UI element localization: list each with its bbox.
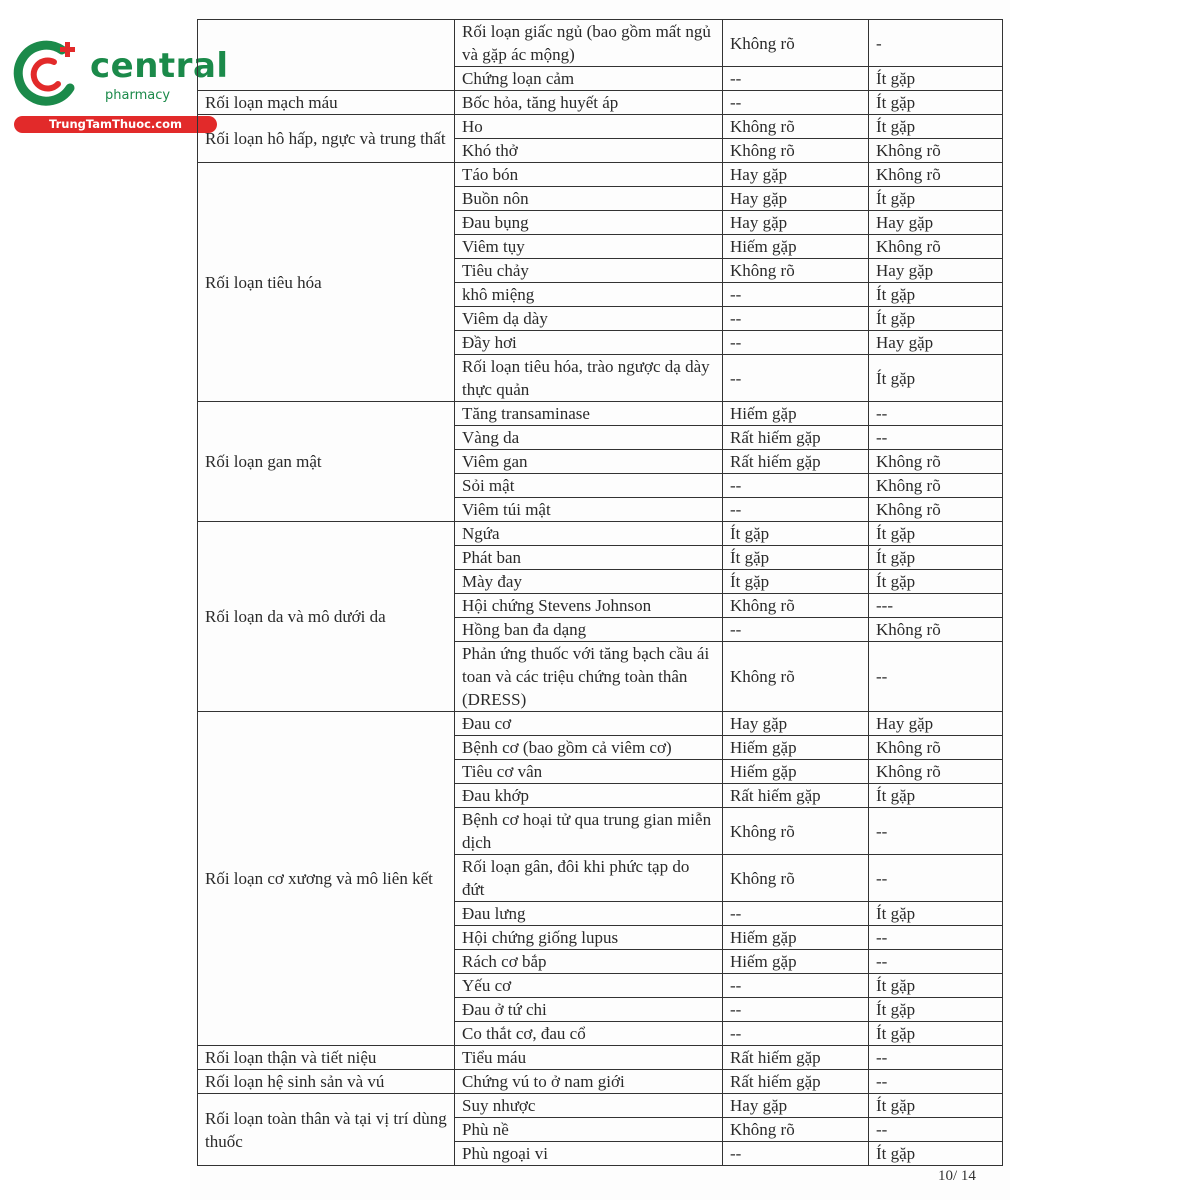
table-row [198,522,1003,546]
frequency-cell-b: Không rõ [869,474,1003,498]
frequency-cell-a: Hiếm gặp [723,760,869,784]
reaction-cell: Tiêu chảy [455,259,723,283]
frequency-cell-a: Không rõ [723,259,869,283]
frequency-cell-a: Không rõ [723,808,869,855]
frequency-cell-b: Ít gặp [869,355,1003,402]
frequency-cell-b: Ít gặp [869,1094,1003,1118]
reaction-cell: Rối loạn tiêu hóa, trào ngược dạ dày thực quản [455,355,723,402]
frequency-cell-b: Không rõ [869,498,1003,522]
frequency-cell-a: -- [723,902,869,926]
frequency-cell-a: Rất hiếm gặp [723,426,869,450]
frequency-cell-b: Không rõ [869,163,1003,187]
frequency-cell-b: Ít gặp [869,998,1003,1022]
reaction-cell: Chứng loạn cảm [455,67,723,91]
frequency-cell-a: -- [723,618,869,642]
reaction-cell: Vàng da [455,426,723,450]
reaction-cell: Suy nhược [455,1094,723,1118]
logo-mark-icon [10,36,88,114]
frequency-cell-b: Ít gặp [869,902,1003,926]
frequency-cell-b: Ít gặp [869,115,1003,139]
organ-system-cell: Rối loạn tiêu hóa [198,163,455,402]
frequency-cell-a: -- [723,1142,869,1166]
logo-subtitle: pharmacy [105,88,171,103]
frequency-cell-b: Ít gặp [869,67,1003,91]
reaction-cell: Tiểu máu [455,1046,723,1070]
reaction-cell: khô miệng [455,283,723,307]
table-row [198,20,1003,67]
frequency-cell-b: -- [869,1118,1003,1142]
organ-system-cell: Rối loạn thận và tiết niệu [198,1046,455,1070]
frequency-cell-a: Hay gặp [723,163,869,187]
reaction-cell: Táo bón [455,163,723,187]
table-row [198,402,1003,426]
frequency-cell-a: Không rõ [723,594,869,618]
frequency-cell-a: Không rõ [723,642,869,712]
reaction-cell: Đau ở tứ chi [455,998,723,1022]
frequency-cell-b: --- [869,594,1003,618]
frequency-cell-a: Hiếm gặp [723,950,869,974]
frequency-cell-b: -- [869,1070,1003,1094]
reaction-cell: Rối loạn giấc ngủ (bao gồm mất ngủ và gặp ác mộng) [455,20,723,67]
reaction-cell: Yếu cơ [455,974,723,998]
frequency-cell-a: Không rõ [723,20,869,67]
frequency-cell-b: Không rõ [869,450,1003,474]
frequency-cell-a: Hay gặp [723,712,869,736]
reaction-cell: Rách cơ bắp [455,950,723,974]
organ-system-cell: Rối loạn mạch máu [198,91,455,115]
frequency-cell-a: Rất hiếm gặp [723,1070,869,1094]
frequency-cell-b: Ít gặp [869,1022,1003,1046]
frequency-cell-b: Ít gặp [869,187,1003,211]
reaction-cell: Viêm túi mật [455,498,723,522]
frequency-cell-b: -- [869,926,1003,950]
frequency-cell-a: Rất hiếm gặp [723,450,869,474]
frequency-cell-b: Không rõ [869,618,1003,642]
frequency-cell-a: -- [723,498,869,522]
frequency-cell-a: Không rõ [723,139,869,163]
organ-system-cell: Rối loạn toàn thân và tại vị trí dùng thuốc [198,1094,455,1166]
reaction-cell: Hội chứng giống lupus [455,926,723,950]
reaction-cell: Ngứa [455,522,723,546]
frequency-cell-b: -- [869,1046,1003,1070]
frequency-cell-b: Hay gặp [869,331,1003,355]
adverse-reactions-table [197,19,1003,1166]
frequency-cell-a: -- [723,974,869,998]
organ-system-cell: Rối loạn hệ sinh sản và vú [198,1070,455,1094]
reaction-cell: Bệnh cơ hoại tử qua trung gian miễn dịch [455,808,723,855]
frequency-cell-a: -- [723,355,869,402]
frequency-cell-b: -- [869,808,1003,855]
reaction-cell: Viêm tụy [455,235,723,259]
frequency-cell-a: Không rõ [723,855,869,902]
reaction-cell: Đau khớp [455,784,723,808]
reaction-cell: Hội chứng Stevens Johnson [455,594,723,618]
reaction-cell: Sỏi mật [455,474,723,498]
frequency-cell-a: Không rõ [723,115,869,139]
reaction-cell: Đau bụng [455,211,723,235]
reaction-cell: Co thắt cơ, đau cổ [455,1022,723,1046]
frequency-cell-a: Hiếm gặp [723,235,869,259]
organ-system-cell [198,20,455,91]
reaction-cell: Chứng vú to ở nam giới [455,1070,723,1094]
frequency-cell-b: Ít gặp [869,974,1003,998]
reaction-cell: Ho [455,115,723,139]
frequency-cell-b: Ít gặp [869,1142,1003,1166]
reaction-cell: Đầy hơi [455,331,723,355]
frequency-cell-b: Hay gặp [869,259,1003,283]
reaction-cell: Đau cơ [455,712,723,736]
frequency-cell-a: -- [723,1022,869,1046]
reaction-cell: Phù nề [455,1118,723,1142]
frequency-cell-a: Hiếm gặp [723,402,869,426]
logo-wordmark: central [90,46,229,86]
frequency-cell-a: -- [723,307,869,331]
central-pharmacy-logo [10,36,229,136]
frequency-cell-b: Ít gặp [869,522,1003,546]
organ-system-cell: Rối loạn hô hấp, ngực và trung thất [198,115,455,163]
table-row [198,91,1003,115]
frequency-cell-b: Ít gặp [869,307,1003,331]
reaction-cell: Tăng transaminase [455,402,723,426]
frequency-cell-a: -- [723,67,869,91]
frequency-cell-b: Hay gặp [869,211,1003,235]
table-row [198,1094,1003,1118]
table-row [198,1046,1003,1070]
frequency-cell-a: Rất hiếm gặp [723,784,869,808]
reaction-cell: Phù ngoại vi [455,1142,723,1166]
reaction-cell: Bốc hỏa, tăng huyết áp [455,91,723,115]
table-row [198,115,1003,139]
frequency-cell-b: Hay gặp [869,712,1003,736]
frequency-cell-a: Ít gặp [723,570,869,594]
reaction-cell: Khó thở [455,139,723,163]
reaction-cell: Rối loạn gân, đôi khi phức tạp do đứt [455,855,723,902]
frequency-cell-b: Ít gặp [869,570,1003,594]
reaction-cell: Tiêu cơ vân [455,760,723,784]
frequency-cell-a: Không rõ [723,1118,869,1142]
frequency-cell-a: Hay gặp [723,211,869,235]
frequency-cell-a: Hay gặp [723,1094,869,1118]
reaction-cell: Phản ứng thuốc với tăng bạch cầu ái toan và các triệu chứng toàn thân (DRESS) [455,642,723,712]
frequency-cell-b: Không rõ [869,736,1003,760]
organ-system-cell: Rối loạn da và mô dưới da [198,522,455,712]
logo-site-banner: TrungTamThuoc.com [14,116,217,133]
reaction-cell: Hồng ban đa dạng [455,618,723,642]
frequency-cell-b: Ít gặp [869,546,1003,570]
frequency-cell-b: - [869,20,1003,67]
frequency-cell-b: Không rõ [869,760,1003,784]
frequency-cell-a: Ít gặp [723,546,869,570]
reaction-cell: Bệnh cơ (bao gồm cả viêm cơ) [455,736,723,760]
frequency-cell-a: -- [723,998,869,1022]
frequency-cell-a: -- [723,91,869,115]
frequency-cell-a: Hiếm gặp [723,926,869,950]
page-number: 10/ 14 [938,1168,976,1184]
frequency-cell-b: -- [869,950,1003,974]
frequency-cell-b: -- [869,642,1003,712]
frequency-cell-a: Hiếm gặp [723,736,869,760]
frequency-cell-a: Ít gặp [723,522,869,546]
frequency-cell-a: Rất hiếm gặp [723,1046,869,1070]
frequency-cell-a: -- [723,283,869,307]
frequency-cell-b: Không rõ [869,235,1003,259]
reaction-cell: Viêm gan [455,450,723,474]
frequency-cell-b: -- [869,855,1003,902]
table-row [198,1070,1003,1094]
frequency-cell-b: Ít gặp [869,784,1003,808]
frequency-cell-b: -- [869,426,1003,450]
reaction-cell: Mày đay [455,570,723,594]
organ-system-cell: Rối loạn gan mật [198,402,455,522]
organ-system-cell: Rối loạn cơ xương và mô liên kết [198,712,455,1046]
frequency-cell-b: Ít gặp [869,283,1003,307]
frequency-cell-b: Không rõ [869,139,1003,163]
frequency-cell-b: Ít gặp [869,91,1003,115]
reaction-cell: Buồn nôn [455,187,723,211]
frequency-cell-a: Hay gặp [723,187,869,211]
reaction-cell: Viêm dạ dày [455,307,723,331]
table-row [198,712,1003,736]
frequency-cell-a: -- [723,331,869,355]
frequency-cell-a: -- [723,474,869,498]
table-row [198,163,1003,187]
reaction-cell: Phát ban [455,546,723,570]
frequency-cell-b: -- [869,402,1003,426]
reaction-cell: Đau lưng [455,902,723,926]
